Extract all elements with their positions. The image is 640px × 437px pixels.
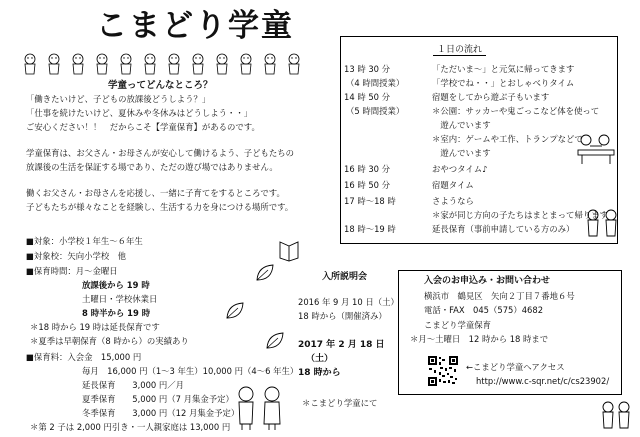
study-illustration xyxy=(576,132,616,166)
info-fee: 毎月 16,000 円（1～3 年生）10,000 円（4～6 年生） xyxy=(82,366,299,376)
contact-hours: ＊月～土曜日 12 時から 18 時まで xyxy=(410,334,549,344)
about-line: 放課後の生活を保証する場であり、ただの遊び場ではありません。 xyxy=(26,162,278,172)
briefing-title: 入所説明会 xyxy=(322,272,368,282)
qr-code-icon[interactable] xyxy=(428,356,458,386)
schedule-text: おやつタイム♪ xyxy=(432,164,488,174)
info-fee: 延長保育 3,000 円／月 xyxy=(82,380,185,390)
schedule-text: ＊室内：ゲームや工作、トランプなどで xyxy=(432,134,583,144)
schedule-text: 延長保育（事前申請している方のみ） xyxy=(432,224,575,234)
schedule-time: 16 時 50 分 xyxy=(344,180,391,190)
contact-address: 横浜市 鶴見区 矢向２丁目７番地６号 xyxy=(424,291,575,301)
intro-line: ご安心ください！！ だからこそ【学童保育】があるのです。 xyxy=(26,122,260,132)
children-illustration xyxy=(600,400,632,430)
schedule-text: 遊んでいます xyxy=(432,120,491,130)
briefing-past-time: 18 時から（開催済み） xyxy=(298,311,387,321)
children-illustration xyxy=(20,50,310,76)
info-extension: ＊18 時から 19 時は延長保育です xyxy=(30,322,160,332)
schedule-time: 14 時 50 分 xyxy=(344,92,391,102)
schedule-title: １日の流れ xyxy=(433,42,486,56)
schedule-text: 「学校でね・・」とおしゃべりタイム xyxy=(432,78,575,88)
info-hours: 土曜日・学校休業日 xyxy=(82,294,158,304)
contact-access: ←こまどり学童へアクセス xyxy=(466,362,565,372)
children-illustration xyxy=(584,208,620,238)
about-line: 学童保育は、お父さん・お母さんが安心して働けるよう、子どもたちの xyxy=(26,148,294,158)
briefing-next-date: 2017 年 2 月 18 日 xyxy=(298,340,385,350)
info-fee: 夏季保育 5,000 円（7 月集金予定） xyxy=(82,394,234,404)
schedule-time: 17 時～18 時 xyxy=(344,196,396,206)
support-line: 働くお父さん・お母さんを応援し、一緒に子育てをするところです。 xyxy=(26,188,285,198)
info-hours-label: ■保育時間：月～金曜日 xyxy=(26,266,118,276)
leaf-icon xyxy=(264,330,286,352)
briefing-past-date: 2016 年 9 月 10 日（土） xyxy=(298,297,399,307)
intro-heading: 学童ってどんなところ？ xyxy=(108,80,213,91)
contact-phone: 電話・FAX 045（575）4682 xyxy=(424,305,544,315)
schedule-time: （4 時間授業） xyxy=(346,78,405,88)
schedule-text: 遊んでいます xyxy=(432,148,491,158)
schedule-time: 13 時 30 分 xyxy=(344,64,391,74)
schedule-time: （5 時間授業） xyxy=(346,106,405,116)
schedule-text: 「ただいま～」と元気に帰ってきます xyxy=(432,64,575,74)
contact-title: 入会のお申込み・お問い合わせ xyxy=(424,276,551,286)
leaf-icon xyxy=(254,262,276,284)
schedule-text: ＊公園：サッカーや鬼ごっこなど体を使って xyxy=(432,106,600,116)
support-line: 子どもたちが様々なことを経験し、生活する力を身につける場所です。 xyxy=(26,202,294,212)
book-icon xyxy=(276,236,302,262)
briefing-next-day: （土） xyxy=(306,354,334,364)
schedule-time: 16 時 30 分 xyxy=(344,164,391,174)
leaf-icon xyxy=(224,300,246,322)
intro-line: 「仕事を続けたいけど、夏休みや冬休みはどうしよう・・」 xyxy=(26,108,253,118)
contact-name: こまどり学童保育 xyxy=(424,320,491,330)
info-target: ■対象：小学校１年生～６年生 xyxy=(26,236,143,246)
briefing-place: ＊こまどり学童にて xyxy=(302,398,378,408)
schedule-text: さようなら xyxy=(432,196,474,206)
schedule-time: 18 時～19 時 xyxy=(344,224,396,234)
info-school: ■対象校：矢向小学校 他 xyxy=(26,251,127,261)
schedule-text: 宿題タイム xyxy=(432,180,474,190)
info-hours: 放課後から 19 時 xyxy=(82,280,150,290)
contact-url[interactable]: http://www.c-sqr.net/c/cs23902/ xyxy=(476,376,610,386)
children-illustration xyxy=(232,384,288,432)
info-fee: 冬季保育 3,000 円（12 月集金予定） xyxy=(82,408,240,418)
intro-line: 「働きたいけど、子どもの放課後どうしよう？」 xyxy=(26,94,211,104)
info-summer: ＊夏季は早朝保育（8 時から）の実績あり xyxy=(30,336,189,346)
info-fee-label: ■保育料：入会金 15,000 円 xyxy=(26,352,142,362)
schedule-text: ＊家が同じ方向の子たちはまとまって帰ります xyxy=(432,210,608,220)
briefing-next-time: 18 時から xyxy=(298,368,341,378)
schedule-text: 宿題をしてから遊ぶ子もいます xyxy=(432,92,550,102)
info-hours: 8 時半から 19 時 xyxy=(82,308,151,318)
page-title: こまどり学童 xyxy=(96,8,294,44)
info-sibling: ＊第 2 子は 2,000 円引き・一人親家庭は 13,000 円 xyxy=(30,422,231,432)
